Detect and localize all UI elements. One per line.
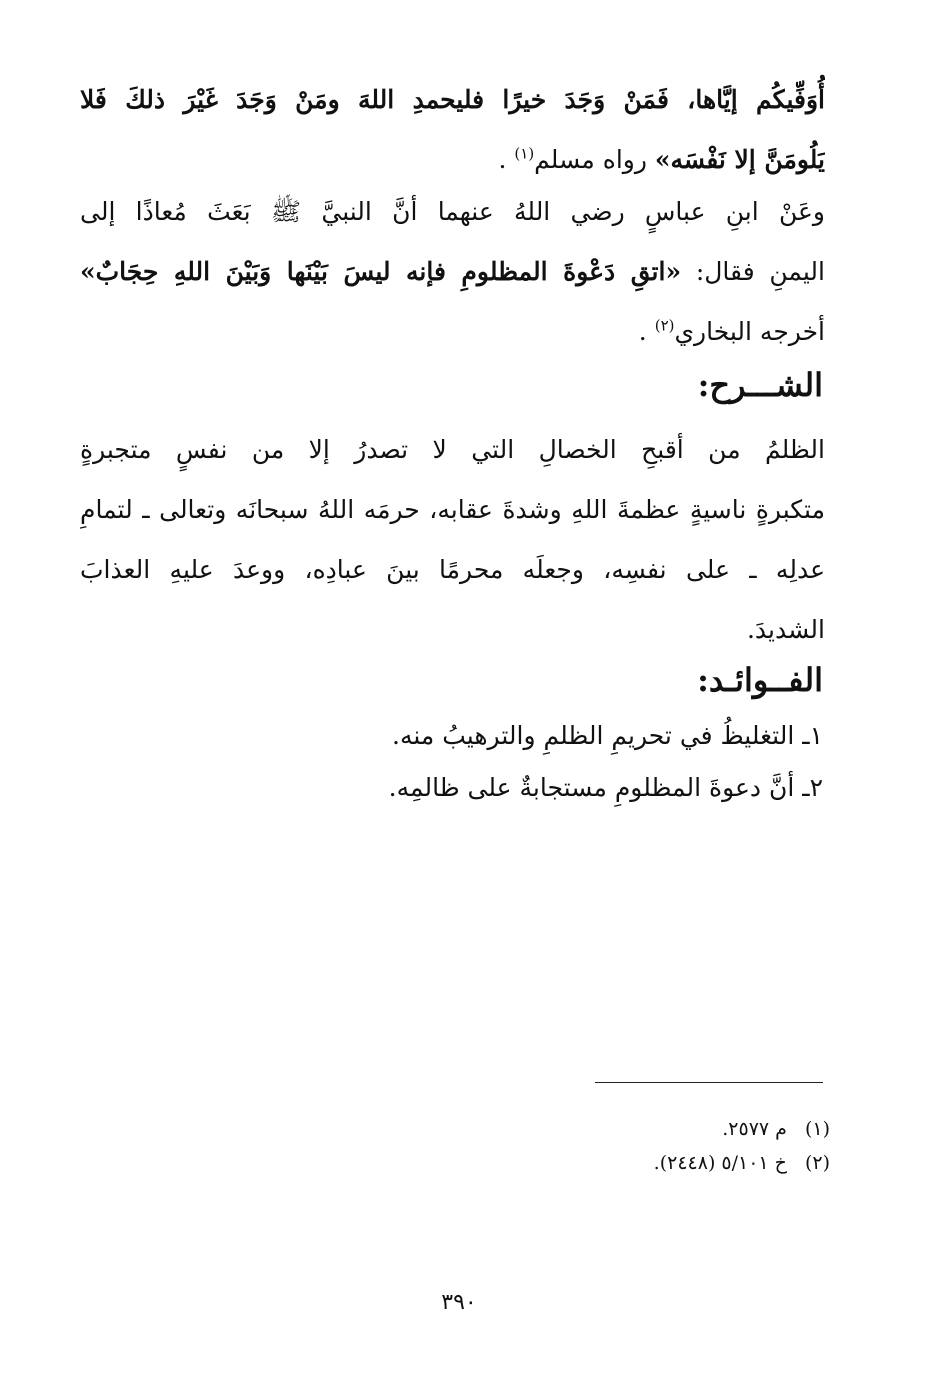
footnote-1: [654, 1112, 830, 1146]
hadith-paragraph-1: [80, 70, 825, 190]
footnotes: [654, 1112, 830, 1180]
hadith-2-line-3: [80, 302, 825, 362]
hadith-1-source: رواه مسلم: [534, 145, 655, 174]
footnote-text: خ ٥/١٠١ (٢٤٤٨).: [653, 1152, 787, 1174]
footnote-number: (١): [804, 1118, 830, 1140]
hadith-2-line-2: [80, 242, 825, 302]
hadith-2-period: .: [638, 317, 655, 346]
footnote-ref-1[interactable]: (١): [514, 144, 535, 163]
footnote-ref-2[interactable]: (٢): [654, 316, 675, 335]
hadith-2-intro: اليمنِ فقال:: [681, 257, 825, 286]
hadith-paragraph-2: [80, 182, 825, 362]
sharh-line: الظلمُ من أقبحِ الخصالِ التي لا تصدرُ إلا من نفسٍ متجبرةٍ: [80, 435, 825, 464]
hadith-1-line-2: [80, 130, 825, 190]
sharh-heading: الشـــرح:: [697, 366, 823, 404]
sharh-paragraph: [80, 420, 825, 660]
footnote-separator: [595, 1082, 823, 1083]
footnote-2: [654, 1146, 830, 1180]
footnote-text: م ٢٥٧٧.: [722, 1118, 787, 1140]
hadith-2-quote: «اتقِ دَعْوةَ المظلومِ فإنه ليسَ بَيْنَها وَبَيْنَ اللهِ حِجَابٌ»: [80, 257, 682, 286]
fawaid-item: ٢ـ أنَّ دعوةَ المظلومِ مستجابةٌ على ظالمِه.: [388, 773, 823, 802]
hadith-2-source: أخرجه البخاري: [674, 317, 825, 346]
sharh-line: متكبرةٍ ناسيةٍ عظمةَ اللهِ وشدةَ عقابه، حرمَه اللهُ سبحانَه وتعالى ـ لتمامِ: [80, 495, 825, 524]
hadith-1-period: .: [498, 145, 515, 174]
hadith-2-line-1: وعَنْ ابنِ عباسٍ رضي اللهُ عنهما أنَّ النبيَّ ﷺ بَعَثَ مُعاذًا إلى: [80, 197, 825, 226]
sharh-line: عدلِه ـ على نفسِه، وجعلَه محرمًا بينَ عبادِه، ووعدَ عليهِ العذابَ: [80, 555, 825, 584]
fawaid-list: [389, 710, 823, 814]
footnote-number: (٢): [804, 1152, 830, 1174]
fawaid-item: ١ـ التغليظُ في تحريمِ الظلمِ والترهيبُ منه.: [392, 721, 823, 750]
hadith-1-quote-end: يَلُومَنَّ إلا نَفْسَه»: [654, 145, 825, 174]
page-number: ٣٩٠: [441, 1290, 477, 1315]
fawaid-heading: الفــوائـد:: [697, 661, 823, 699]
sharh-line: الشديدَ.: [746, 615, 825, 644]
hadith-1-line-1: أُوَفِّيكُم إيَّاها، فَمَنْ وَجَدَ خيرًا فليحمدِ اللهَ ومَنْ وَجَدَ غَيْرَ ذلكَ فَلا: [80, 85, 825, 114]
